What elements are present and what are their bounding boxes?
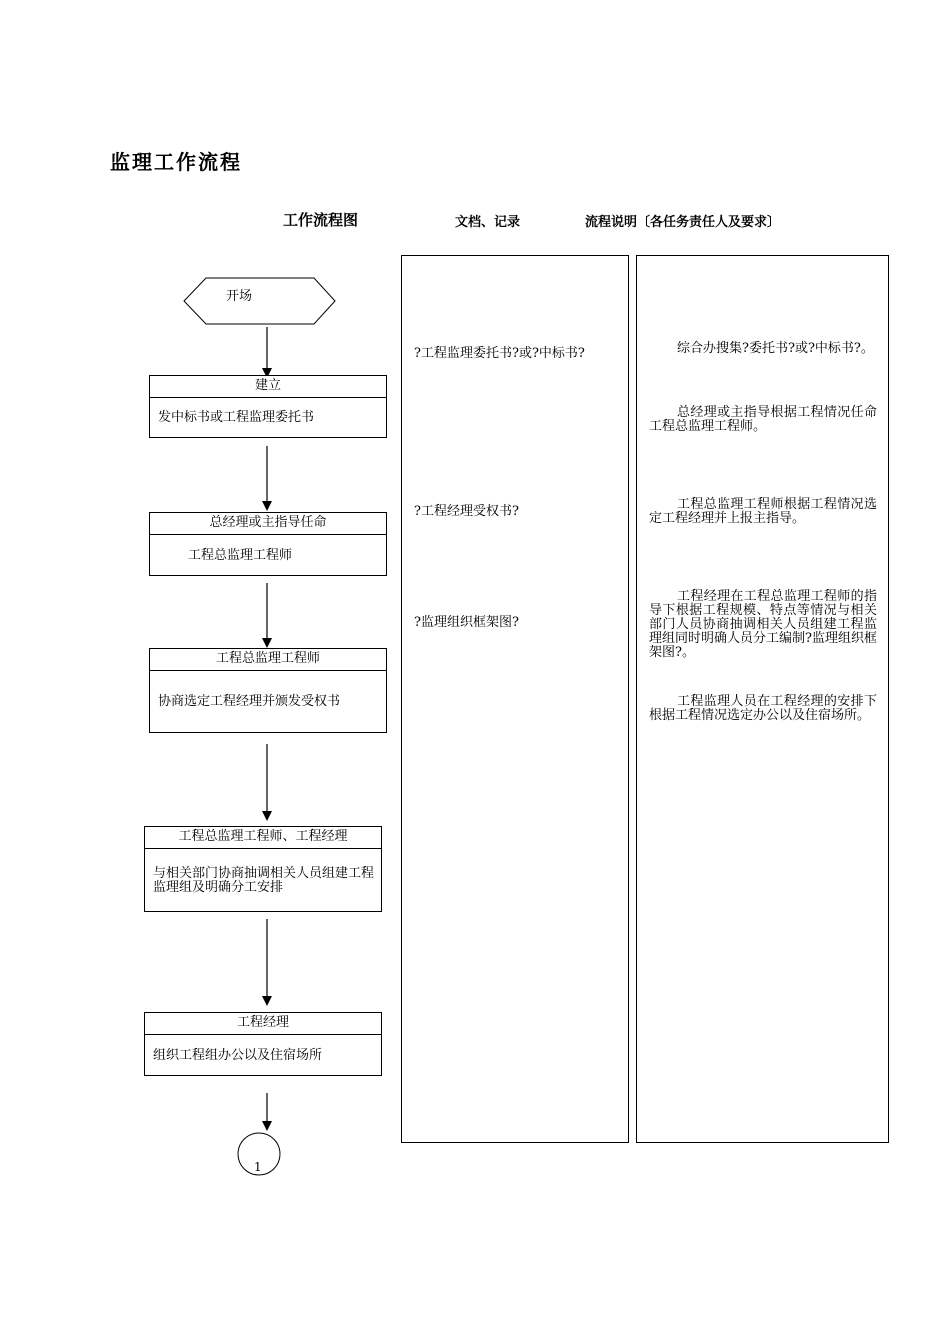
step-box-appoint (149, 512, 387, 576)
flow-arrow (257, 446, 277, 512)
document-item: ?监理组织框架图? (414, 615, 519, 630)
flow-arrow (257, 327, 277, 379)
flow-arrow (257, 1093, 277, 1132)
step-box-office (144, 1012, 382, 1076)
document-item: ?工程监理委托书?或?中标书? (414, 346, 585, 361)
step-body: 组织工程组办公以及住宿场所 (153, 1047, 323, 1063)
column-header-documents: 文档、记录 (455, 215, 521, 230)
flow-arrow (257, 919, 277, 1007)
step-box-form-team (144, 826, 382, 912)
start-label: 开场 (226, 289, 253, 304)
page-title: 监理工作流程 (110, 150, 242, 174)
column-header-flowchart: 工作流程图 (283, 211, 359, 229)
description-item: 总经理或主指导根据工程情况任命工程总监理工程师。 (649, 405, 877, 434)
step-header: 工程总监理工程师 (150, 649, 386, 671)
step-body: 工程总监理工程师 (188, 547, 293, 563)
description-item: 工程经理在工程总监理工程师的指导下根据工程规模、特点等情况与相关部门人员协商抽调相关人员组建工程监理组同时明确人员分工编制?监理组织框架图?。 (649, 589, 877, 660)
step-body: 与相关部门协商抽调相关人员组建工程监理组及明确分工安排 (153, 865, 375, 895)
document-item: ?工程经理受权书? (414, 504, 519, 519)
step-box-establish (149, 375, 387, 438)
step-header: 工程总监理工程师、工程经理 (145, 827, 381, 849)
step-header: 建立 (150, 376, 386, 398)
documents-panel (401, 255, 629, 1143)
step-header: 总经理或主指导任命 (150, 513, 386, 535)
description-item: 综合办搜集?委托书?或?中标书?。 (677, 341, 874, 356)
step-body: 发中标书或工程监理委托书 (158, 410, 315, 425)
step-header: 工程经理 (145, 1013, 381, 1035)
description-item: 工程监理人员在工程经理的安排下根据工程情况选定办公以及住宿场所。 (649, 694, 877, 723)
step-body: 协商选定工程经理并颁发受权书 (158, 694, 341, 709)
flow-arrow (257, 583, 277, 649)
step-box-select-manager (149, 648, 387, 733)
page-connector-label: 1 (254, 1160, 262, 1174)
flow-arrow (257, 744, 277, 822)
start-hexagon (183, 277, 337, 327)
description-item: 工程总监理工程师根据工程情况选定工程经理并上报主指导。 (649, 497, 877, 526)
column-header-description: 流程说明〔各任务责任人及要求〕 (585, 215, 781, 230)
